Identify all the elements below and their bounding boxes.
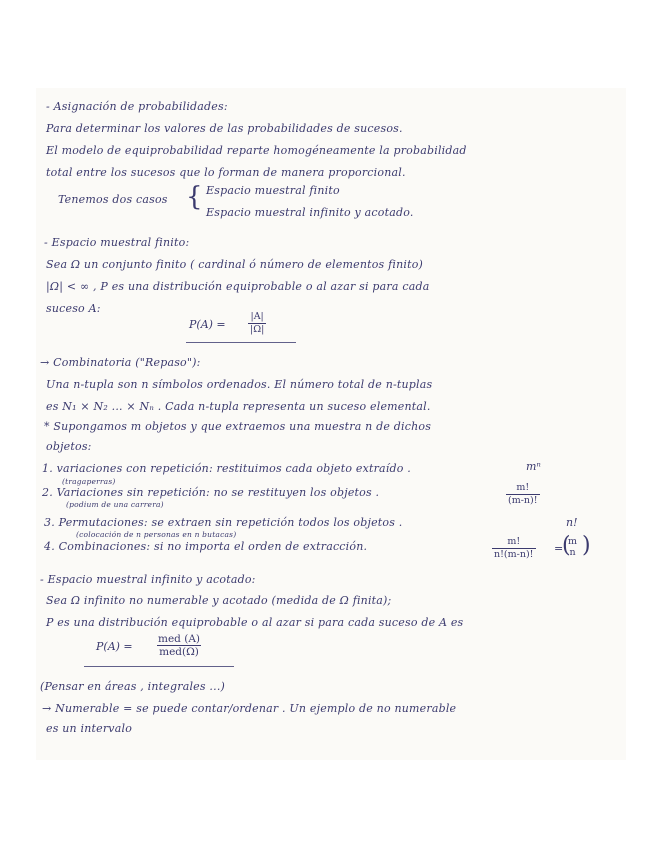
text-line: objetos:	[46, 440, 92, 453]
variations-fraction	[506, 482, 540, 507]
list-item-combinations: 4. Combinaciones: si no importa el orden de extracción.	[44, 540, 368, 553]
fraction-numerator: m!	[507, 536, 521, 547]
pa-infinite-fraction	[156, 633, 202, 658]
pa-finite-lhs: P(A) =	[189, 318, 226, 331]
fraction-numerator: med (A)	[158, 633, 201, 645]
text-line: |Ω| < ∞ , P es una distribución equiprobable o al azar si para cada	[46, 280, 430, 293]
section-heading-combinatorics: → Combinatoria ("Repaso"):	[40, 356, 201, 369]
paren-left: (	[562, 533, 571, 558]
fraction-denominator: (m-n)!	[508, 495, 538, 506]
list-item-variations-norep: 2. Variaciones sin repetición: no se restituyen los objetos .	[42, 486, 380, 499]
paren-right: )	[582, 533, 591, 558]
item1-note: (tragaperras)	[62, 477, 116, 486]
binomial-top: m	[568, 536, 578, 547]
section-heading-finite: - Espacio muestral finito:	[44, 236, 190, 249]
item3-note: (colocación de n personas en n butacas)	[76, 530, 237, 539]
item3-formula: n!	[566, 516, 578, 529]
case-infinite: Espacio muestral infinito y acotado.	[206, 206, 414, 219]
text-line: Una n-tupla son n símbolos ordenados. El número total de n-tuplas	[46, 378, 433, 391]
section-heading-infinite: - Espacio muestral infinito y acotado:	[40, 573, 256, 586]
text-line: suceso A:	[46, 302, 101, 315]
underline-rule	[84, 666, 234, 667]
equals-sign: =	[554, 542, 564, 555]
text-line: Sea Ω un conjunto finito ( cardinal ó número de elementos finito)	[46, 258, 424, 271]
text-line: Para determinar los valores de las probabilidades de sucesos.	[46, 122, 403, 135]
pa-infinite-lhs: P(A) =	[96, 640, 133, 653]
combinations-fraction	[492, 536, 536, 561]
list-item-variations-rep: 1. variaciones con repetición: restituimos cada objeto extraído .	[42, 462, 411, 475]
brace-symbol: {	[186, 182, 203, 212]
text-line: Sea Ω infinito no numerable y acotado (medida de Ω finita);	[46, 594, 392, 607]
binomial-bottom: n	[569, 547, 576, 558]
list-item-permutations: 3. Permutaciones: se extraen sin repetición todos los objetos .	[44, 516, 403, 529]
item1-formula: mⁿ	[526, 460, 541, 473]
item2-note: (podium de una carrera)	[66, 500, 164, 509]
section-heading-assignment: - Asignación de probabilidades:	[46, 100, 228, 113]
fraction-denominator: |Ω|	[250, 324, 265, 335]
text-line: es N₁ × N₂ ... × Nₙ . Cada n-tupla representa un suceso elemental.	[46, 400, 431, 413]
text-line: es un intervalo	[46, 722, 133, 735]
notebook-page	[36, 88, 626, 760]
case-finite: Espacio muestral finito	[206, 184, 340, 197]
pa-finite-fraction	[248, 311, 266, 336]
two-cases-label: Tenemos dos casos	[58, 193, 168, 206]
fraction-denominator: n!(m-n)!	[494, 549, 534, 560]
text-line: → Numerable = se puede contar/ordenar . Un ejemplo de no numerable	[42, 702, 457, 715]
fraction-numerator: |A|	[250, 311, 264, 322]
text-line: El modelo de equiprobabilidad reparte homogéneamente la probabilidad	[46, 144, 467, 157]
fraction-numerator: m!	[516, 482, 530, 493]
fraction-denominator: med(Ω)	[159, 646, 199, 658]
text-line: P es una distribución equiprobable o al azar si para cada suceso de A es	[46, 616, 464, 629]
text-line: * Supongamos m objetos y que extraemos una muestra n de dichos	[44, 420, 432, 433]
text-line: (Pensar en áreas , integrales ...)	[40, 680, 226, 693]
underline-rule	[186, 342, 296, 343]
text-line: total entre los sucesos que lo forman de manera proporcional.	[46, 166, 406, 179]
